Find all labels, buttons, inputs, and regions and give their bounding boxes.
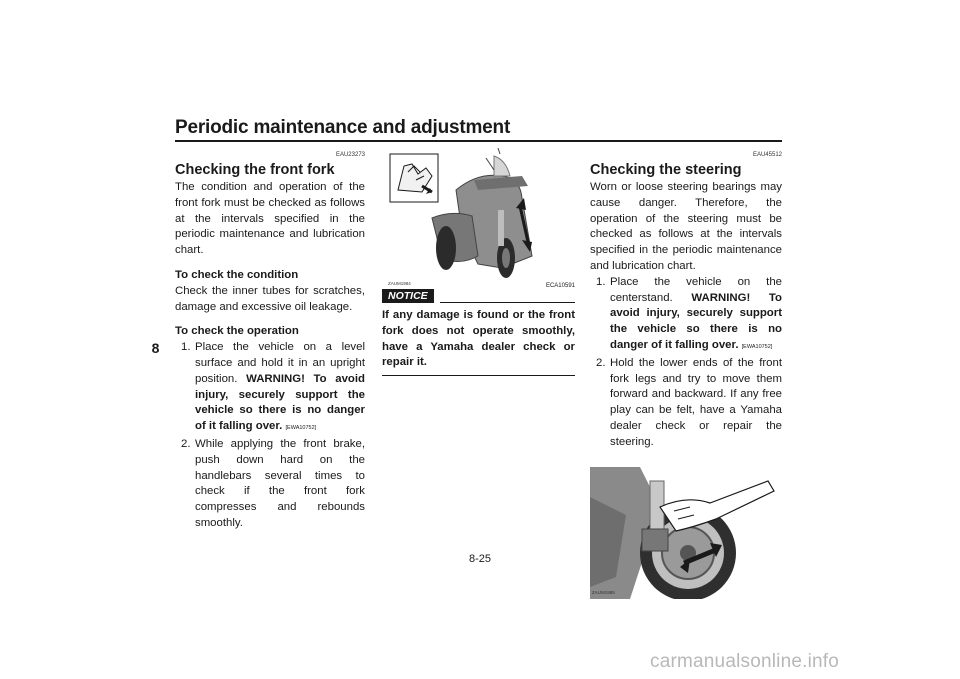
- section-code: EAU23273: [335, 152, 365, 158]
- notice-code: ECA10591: [545, 283, 575, 289]
- section-code: EAU45512: [752, 152, 782, 158]
- step-item: [590, 356, 782, 451]
- steering-section: [590, 150, 782, 599]
- step-text: Hold the lower ends of the front fork legs and try to move them forward and backward. If any free play can be felt, have a Yamaha dealer check or repair the steering.: [610, 356, 782, 448]
- step-number: 2.: [596, 356, 606, 369]
- step-item: [175, 340, 365, 437]
- warning-text: WARNING! To avoid injury, securely support the vehicle so there is no danger of it falling over.: [195, 372, 365, 433]
- page-header-title: Periodic maintenance and adjustment: [175, 117, 511, 138]
- step-text: While applying the front brake, push down hard on the handlebars several times to check if the front fork compresses and rebounds smoothly.: [195, 437, 365, 529]
- figure-code: ZAUM1985: [592, 589, 615, 595]
- step-number: 2.: [181, 437, 191, 450]
- section-heading: Checking the steering: [590, 162, 742, 178]
- notice-badge: NOTICE: [382, 289, 434, 303]
- step-text: Place the vehicle on the centerstand.: [610, 275, 782, 304]
- step-item: [590, 275, 782, 356]
- watermark: carmanualsonline.info: [650, 651, 840, 672]
- warning-text: WARNING! To avoid injury, securely support the vehicle so there is no danger of it falling over.: [610, 291, 782, 351]
- wheel-fork-drawing: [590, 467, 782, 599]
- step-number: 1.: [596, 275, 606, 288]
- intro-paragraph: Worn or loose steering bearings may cause danger. Therefore, the operation of the steering must be checked as follows at the intervals specified in the periodic maintenance and lubrication chart.: [590, 181, 782, 272]
- scooter-fork-drawing: [382, 146, 575, 283]
- page-number: 8-25: [468, 553, 492, 565]
- chapter-tab: 8: [142, 321, 169, 374]
- step-item: [175, 437, 365, 532]
- warning-code: [EWA10752]: [741, 343, 773, 350]
- step-text: Place the vehicle on a level surface and hold it in an upright position.: [195, 341, 365, 385]
- figure-notice-column: [382, 150, 575, 376]
- header-rule: [175, 140, 782, 142]
- notice-text: If any damage is found or the front fork does not operate smoothly, have a Yamaha dealer check or repair it.: [382, 308, 575, 376]
- front-fork-section: [175, 150, 365, 532]
- subheading-operation: To check the operation: [175, 325, 299, 338]
- warning-code: [EWA10752]: [285, 425, 317, 432]
- intro-paragraph: The condition and operation of the front fork must be checked as follows at the intervals specified in the periodic maintenance and lubrication chart.: [175, 181, 365, 257]
- steering-illustration: [590, 467, 782, 599]
- condition-paragraph: Check the inner tubes for scratches, damage and excessive oil leakage.: [175, 284, 365, 313]
- step-number: 1.: [181, 341, 191, 354]
- subheading-condition: To check the condition: [175, 268, 299, 281]
- notice-rule: [440, 302, 575, 303]
- section-heading: Checking the front fork: [175, 162, 335, 178]
- figure-code: ZAUM1984: [388, 281, 411, 286]
